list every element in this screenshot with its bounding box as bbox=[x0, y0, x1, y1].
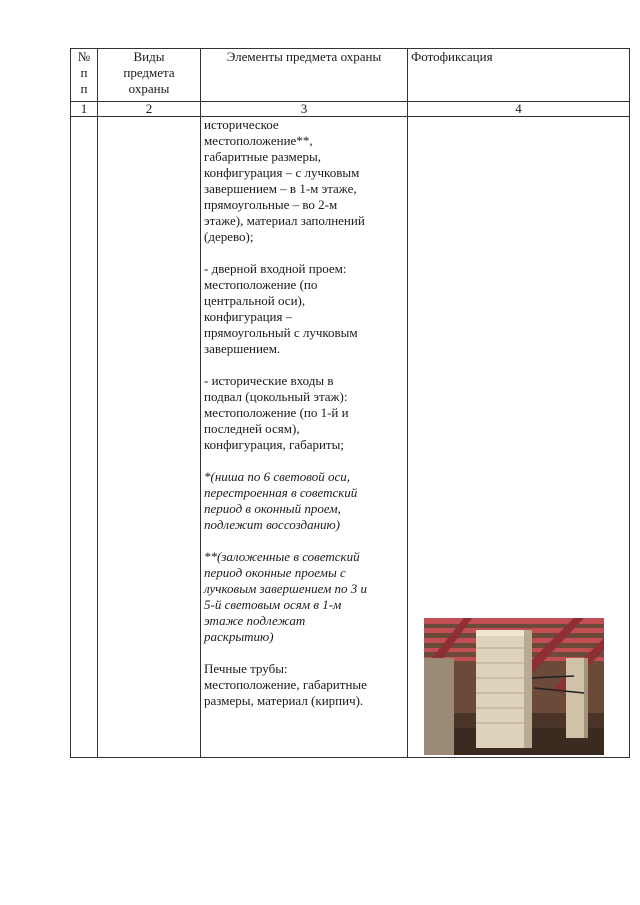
column-number: 2 bbox=[98, 102, 201, 117]
chimney-attic-photo bbox=[424, 618, 604, 755]
column-number: 3 bbox=[201, 102, 408, 117]
column-number-row bbox=[71, 102, 630, 117]
types-cell bbox=[98, 117, 201, 758]
element-note: *(ниша по 6 световой оси, перестроенная в советский период в оконный проем, подлежит воссозданию) bbox=[204, 469, 358, 532]
element-entry: - дверной входной проем: местоположение (по центральной оси), конфигурация – прямоугольный с лучковым завершением. bbox=[204, 261, 358, 356]
elements-cell bbox=[201, 117, 408, 758]
header-photo: Фотофиксация bbox=[408, 49, 630, 102]
element-entry: Печные трубы: местоположение, габаритные размеры, материал (кирпич). bbox=[204, 661, 367, 708]
content-row bbox=[71, 117, 630, 758]
element-note: **(заложенные в советский период оконные проемы с лучковым завершением по 3 и 5-й световым осям в 1-м этаже подлежат раскрытию) bbox=[204, 549, 368, 644]
photo-cell bbox=[408, 117, 630, 758]
element-entry: - исторические входы в подвал (цокольный этаж): местоположение (по 1-й и последней осям), конфигурация, габариты; bbox=[204, 373, 349, 452]
column-number: 4 bbox=[408, 102, 630, 117]
column-number: 1 bbox=[71, 102, 98, 117]
header-types: Виды предмета охраны bbox=[98, 49, 201, 102]
element-entry: историческое местоположение**, габаритные размеры, конфигурация – с лучковым завершением – в 1-м этаже, прямоугольные – во 2-м этаже), материал заполнений (дерево); bbox=[204, 117, 365, 244]
header-row bbox=[71, 49, 630, 102]
header-number: № п п bbox=[71, 49, 98, 102]
number-cell bbox=[71, 117, 98, 758]
header-elements: Элементы предмета охраны bbox=[201, 49, 408, 102]
protection-table bbox=[70, 48, 630, 758]
photo-image bbox=[424, 618, 604, 755]
